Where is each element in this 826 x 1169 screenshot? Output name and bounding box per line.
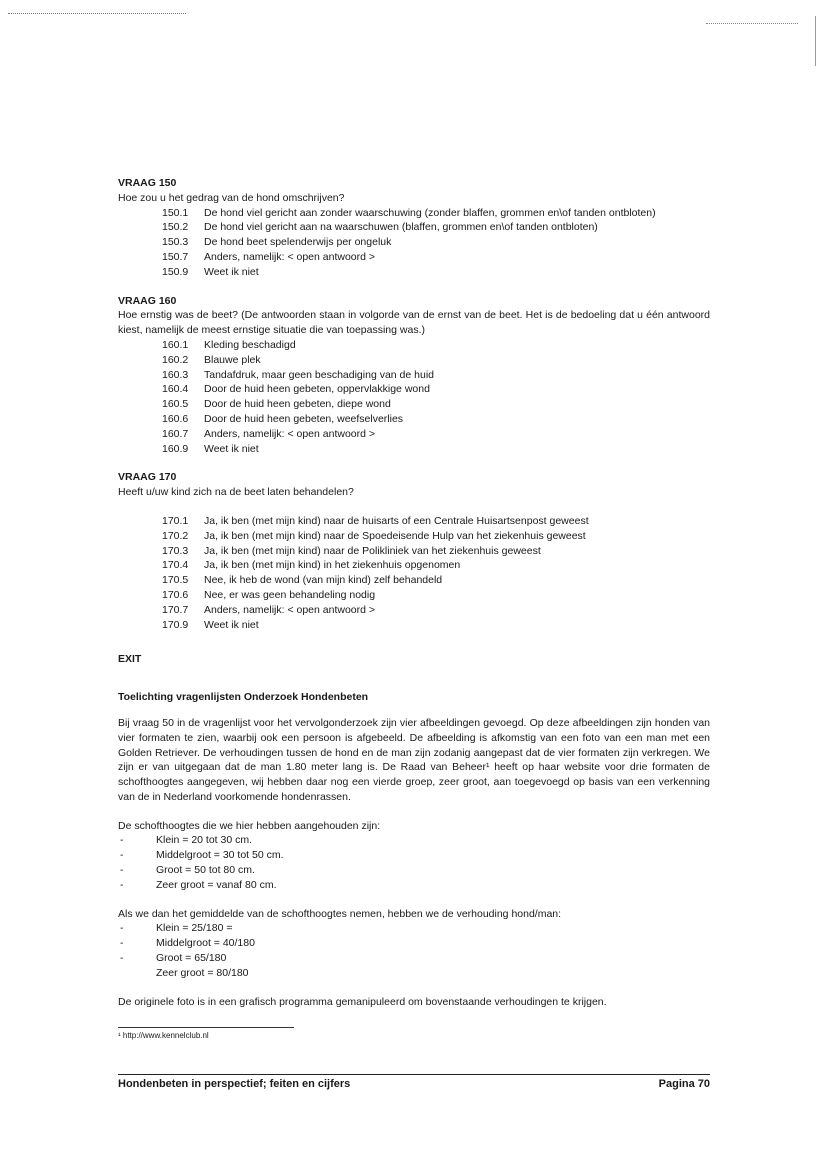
option-code: 160.7: [162, 427, 189, 440]
option-code: 160.6: [162, 412, 189, 425]
option-text: Tandafdruk, maar geen beschadiging van de huid: [204, 368, 434, 381]
list-item: [118, 951, 710, 966]
paragraph: Bij vraag 50 in de vragenlijst voor het vervolgonderzoek zijn vier afbeeldingen gevoegd. Op deze afbeeldingen zijn honden van vier formaten te zien, waarbij ook een persoon is afgebeeld. De afbeelding is afkomstig van een foto van een man met een Golden Retriever. De verhoudingen tussen de hond en de man zijn zodanig aangepast dat de vier formaten zijn verkregen. We zijn er van uitgegaan dat de man 1.80 meter lang is. De Raad van Beheer¹ heeft op haar website voor drie formaten de schofthoogtes aangegeven, wij hebben daar nog een vierde groep, zeer groot, aan toegevoegd op basis van een verkenning van de in Nederland voorkomende hondenrassen.: [118, 716, 710, 803]
answer-option: [118, 265, 710, 280]
question-170: [118, 470, 710, 632]
answer-option: [118, 353, 710, 368]
question-text: Heeft u/uw kind zich na de beet laten behandelen?: [118, 486, 354, 499]
list-item-text: Klein = 20 tot 30 cm.: [156, 834, 253, 847]
option-text: Ja, ik ben (met mijn kind) naar de Polikliniek van het ziekenhuis geweest: [204, 544, 541, 557]
option-text: Ja, ik ben (met mijn kind) naar de Spoedeisende Hulp van het ziekenhuis geweest: [204, 529, 586, 542]
answer-option: [118, 618, 710, 633]
question-title: VRAAG 150: [118, 177, 177, 189]
answer-option: [118, 368, 710, 383]
option-code: 170.6: [162, 588, 189, 601]
option-code: 160.1: [162, 338, 189, 351]
option-code: 150.2: [162, 221, 189, 234]
option-code: 160.4: [162, 383, 189, 396]
option-code: 170.1: [162, 514, 189, 527]
page-number: Pagina 70: [658, 1078, 710, 1090]
answer-option: [118, 603, 710, 618]
answer-option: [118, 235, 710, 250]
option-text: Anders, namelijk: < open antwoord >: [204, 603, 376, 616]
exit-label: EXIT: [118, 653, 142, 666]
option-list: [118, 338, 710, 456]
footnote: ¹ http://www.kennelclub.nl: [118, 1031, 209, 1041]
option-text: Door de huid heen gebeten, oppervlakkige wond: [204, 383, 430, 396]
list-bullet: -: [120, 878, 124, 891]
answer-option: [118, 544, 710, 559]
option-text: Weet ik niet: [204, 618, 259, 631]
list-item-text: Middelgroot = 30 tot 50 cm.: [156, 849, 284, 862]
option-code: 170.2: [162, 529, 189, 542]
answer-option: [118, 558, 710, 573]
answer-option: [118, 382, 710, 397]
option-code: 170.3: [162, 544, 189, 557]
footnote-divider: [118, 1027, 294, 1028]
list-bullet: -: [120, 952, 124, 965]
answer-option: [118, 412, 710, 427]
answer-option: [118, 442, 710, 457]
page-content: [118, 176, 710, 1041]
answer-option: [118, 573, 710, 588]
list-item: [118, 921, 710, 936]
answer-option: [118, 206, 710, 221]
option-list: [118, 206, 710, 280]
answer-option: [118, 338, 710, 353]
option-code: 160.3: [162, 368, 189, 381]
option-text: De hond beet spelenderwijs per ongeluk: [204, 236, 392, 249]
list-bullet: -: [120, 834, 124, 847]
option-code: 160.5: [162, 398, 189, 411]
option-text: Door de huid heen gebeten, diepe wond: [204, 398, 391, 411]
page-footer: [118, 1074, 710, 1092]
list-item: [118, 833, 710, 848]
option-text: Blauwe plek: [204, 353, 261, 366]
question-text: Hoe ernstig was de beet? (De antwoorden staan in volgorde van de ernst van de beet. Het is de bedoeling dat u één antwoord kiest, namelijk de meest ernstige situatie die van toepassing was.): [118, 309, 710, 337]
option-code: 160.9: [162, 442, 189, 455]
option-code: 150.3: [162, 236, 189, 249]
option-text: Ja, ik ben (met mijn kind) in het ziekenhuis opgenomen: [204, 559, 461, 572]
option-text: De hond viel gericht aan na waarschuwen (blaffen, grommen en\of tanden ontbloten): [204, 221, 598, 234]
list-item-text: Groot = 50 tot 80 cm.: [156, 864, 255, 877]
option-code: 150.9: [162, 265, 189, 278]
question-title: VRAAG 170: [118, 471, 177, 484]
scan-artifact-right-edge: [815, 16, 816, 66]
list-item-text: Groot = 65/180: [156, 952, 227, 965]
option-text: De hond viel gericht aan zonder waarschuwing (zonder blaffen, grommen en\of tanden ontbloten): [204, 206, 656, 219]
option-code: 170.4: [162, 559, 189, 572]
option-code: 170.7: [162, 603, 189, 616]
list-item-text: Klein = 25/180 =: [156, 922, 233, 935]
list-item: [118, 966, 710, 981]
answer-option: [118, 588, 710, 603]
option-text: Kleding beschadigd: [204, 338, 296, 351]
list-bullet: -: [120, 849, 124, 862]
section-heading: Toelichting vragenlijsten Onderzoek Hondenbeten: [118, 691, 369, 704]
option-text: Anders, namelijk: < open antwoord >: [204, 427, 376, 440]
option-code: 150.1: [162, 206, 189, 219]
list-item: [118, 936, 710, 951]
option-text: Ja, ik ben (met mijn kind) naar de huisarts of een Centrale Huisartsenpost geweest: [204, 514, 589, 527]
footer-title: Hondenbeten in perspectief; feiten en cijfers: [118, 1078, 351, 1090]
question-150: [118, 176, 710, 280]
answer-option: [118, 529, 710, 544]
paragraph: De originele foto is in een grafisch programma gemanipuleerd om bovenstaande verhoudingen te krijgen.: [118, 995, 607, 1008]
ratio-list: [118, 921, 710, 980]
option-code: 170.5: [162, 574, 189, 587]
scan-artifact-top-right: [706, 23, 798, 24]
scan-artifact-top-left: [8, 13, 186, 14]
option-text: Weet ik niet: [204, 442, 259, 455]
list-bullet: -: [120, 937, 124, 950]
list-bullet: -: [120, 864, 124, 877]
list-item-text: Zeer groot = vanaf 80 cm.: [156, 878, 277, 891]
list-item-text: Middelgroot = 40/180: [156, 937, 255, 950]
question-160: [118, 294, 710, 457]
option-code: 170.9: [162, 618, 189, 631]
list-item: [118, 848, 710, 863]
option-list: [118, 514, 710, 632]
answer-option: [118, 427, 710, 442]
question-text: Hoe zou u het gedrag van de hond omschrijven?: [118, 191, 345, 204]
list-item: [118, 863, 710, 878]
option-code: 160.2: [162, 353, 189, 366]
list-item-text: Zeer groot = 80/180: [156, 966, 249, 979]
shoulder-height-list: [118, 833, 710, 892]
option-code: 150.7: [162, 250, 189, 263]
list-item: [118, 878, 710, 893]
question-title: VRAAG 160: [118, 294, 177, 307]
paragraph: De schofthoogtes die we hier hebben aangehouden zijn:: [118, 819, 381, 832]
option-text: Nee, ik heb de wond (van mijn kind) zelf behandeld: [204, 574, 443, 587]
answer-option: [118, 250, 710, 265]
option-text: Nee, er was geen behandeling nodig: [204, 588, 376, 601]
option-text: Weet ik niet: [204, 265, 259, 278]
list-bullet: -: [120, 922, 124, 935]
answer-option: [118, 514, 710, 529]
paragraph: Als we dan het gemiddelde van de schofthoogtes nemen, hebben we de verhouding hond/man:: [118, 907, 562, 920]
option-text: Anders, namelijk: < open antwoord >: [204, 250, 376, 263]
answer-option: [118, 397, 710, 412]
toelichting-section: [118, 690, 710, 1009]
answer-option: [118, 220, 710, 235]
option-text: Door de huid heen gebeten, weefselverlies: [204, 412, 404, 425]
